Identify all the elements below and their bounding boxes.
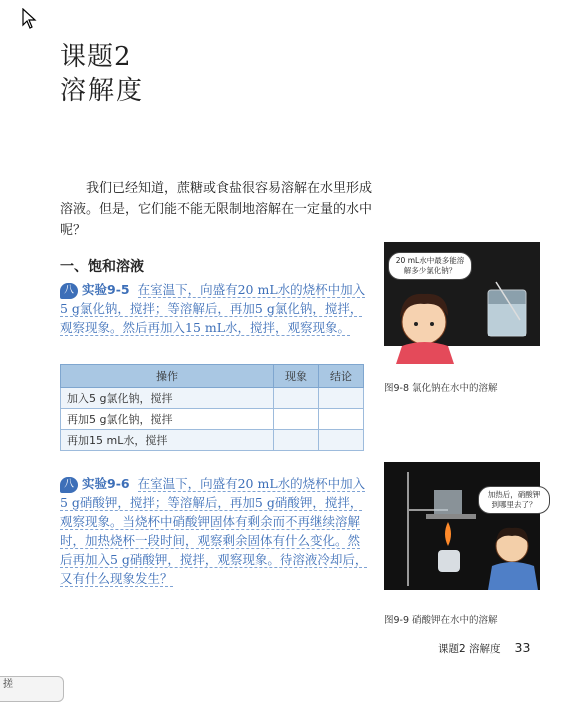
figure-caption: 图9-8 氯化钠在水中的溶解 [384, 383, 498, 394]
boy-burner-illustration [384, 462, 540, 604]
page-footer [438, 640, 530, 656]
experiment-number: 实验9-6 [82, 476, 130, 491]
corner-tab[interactable]: 搓 [0, 676, 64, 702]
page-number: 33 [514, 640, 531, 655]
figure-salt-dissolving [384, 242, 540, 372]
speech-bubble: 加热后，硝酸钾到哪里去了？ [478, 486, 550, 514]
table-cell: 再加15 mL水，搅拌 [61, 430, 274, 451]
table-header: 现象 [274, 365, 319, 388]
section-heading: 一、饱和溶液 [60, 259, 144, 275]
intro-paragraph: 我们已经知道，蔗糖或食盐很容易溶解在水里形成溶液。但是，它们能不能无限制地溶解在一定量的水中呢？ [60, 181, 373, 238]
cursor-arrow-icon [22, 8, 38, 30]
table-cell [319, 388, 364, 409]
figure-nitrate-heating [384, 462, 540, 604]
table-cell [274, 409, 319, 430]
table-cell [274, 388, 319, 409]
speech-bubble: 20 mL水中最多能溶解多少氯化钠？ [388, 252, 472, 280]
experiment-number: 实验9-5 [82, 282, 130, 297]
table-cell: 加入5 g氯化钠，搅拌 [61, 388, 274, 409]
table-header: 结论 [319, 365, 364, 388]
table-cell [319, 409, 364, 430]
experiment-text: 在室温下，向盛有20 mL水的烧杯中加入5 g硝酸钾，搅拌；等溶解后，再加5 g硝酸钾，搅拌，观察现象。当烧杯中硝酸钾固体有剩余而不再继续溶解时，加热烧杯一段时间，观察剩余固体有什么变化。然后再加入5 g硝酸钾，搅拌，观察现象。待溶液冷却后，又有什么现象发生？ [60, 476, 368, 586]
experiment-badge-icon: 八 [60, 477, 78, 493]
figure-caption: 图9-9 硝酸钾在水中的溶解 [384, 615, 498, 626]
experiment-9-6 [60, 474, 370, 588]
table-cell: 再加5 g氯化钠，搅拌 [61, 409, 274, 430]
table-header-row [61, 365, 364, 388]
table-row [61, 430, 364, 451]
experiment-badge-icon: 八 [60, 283, 78, 299]
table-cell [274, 430, 319, 451]
observation-table [60, 364, 364, 451]
table-header: 操作 [61, 365, 274, 388]
experiment-9-5 [60, 280, 370, 337]
running-head: 课题2 溶解度 [438, 643, 501, 655]
lesson-title-line2: 溶解度 [60, 76, 145, 106]
table-row [61, 388, 364, 409]
experiment-text: 在室温下，向盛有20 mL水的烧杯中加入5 g氯化钠，搅拌；等溶解后，再加5 g氯化钠，搅拌，观察现象。然后再加入15 mL水，搅拌，观察现象。 [60, 282, 366, 335]
table-row [61, 409, 364, 430]
table-cell [319, 430, 364, 451]
lesson-title-line1: 课题2 [60, 42, 132, 72]
